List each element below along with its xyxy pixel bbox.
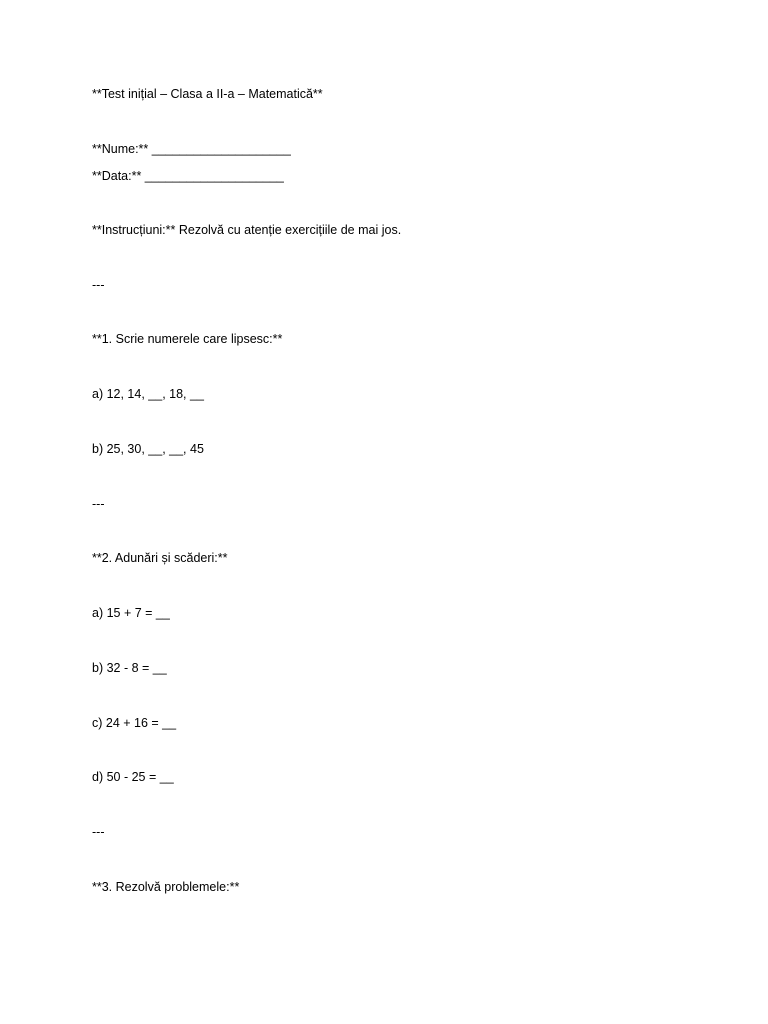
section-2-item-c: c) 24 + 16 = __ xyxy=(92,716,177,730)
section-2-item-b: b) 32 - 8 = __ xyxy=(92,661,167,675)
date-field-line: **Data:** ____________________ xyxy=(92,169,284,183)
name-field-line: **Nume:** ____________________ xyxy=(92,142,291,156)
separator-3: --- xyxy=(92,825,105,839)
section-3-heading: **3. Rezolvă problemele:** xyxy=(92,880,240,894)
instructions-text: **Instrucțiuni:** Rezolvă cu atenție exercițiile de mai jos. xyxy=(92,223,402,237)
section-2-item-a: a) 15 + 7 = __ xyxy=(92,606,170,620)
document-title: **Test inițial – Clasa a II-a – Matematică** xyxy=(92,87,323,101)
section-2-heading: **2. Adunări și scăderi:** xyxy=(92,551,228,565)
section-1-item-b: b) 25, 30, __, __, 45 xyxy=(92,442,204,456)
section-1-heading: **1. Scrie numerele care lipsesc:** xyxy=(92,332,283,346)
section-1-item-a: a) 12, 14, __, 18, __ xyxy=(92,387,204,401)
separator-2: --- xyxy=(92,497,105,511)
section-2-item-d: d) 50 - 25 = __ xyxy=(92,770,174,784)
separator-1: --- xyxy=(92,278,105,292)
